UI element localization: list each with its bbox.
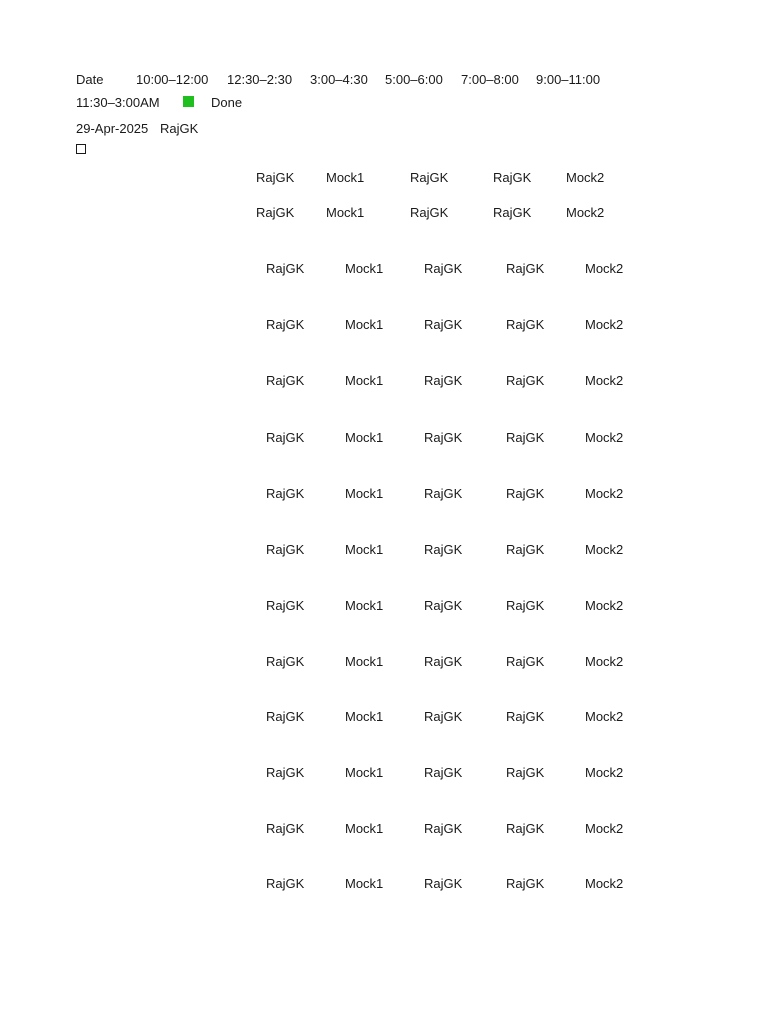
entry-name: RajGK xyxy=(160,121,199,136)
table-cell: Mock2 xyxy=(585,765,624,780)
table-cell: RajGK xyxy=(506,709,545,724)
table-cell: Mock2 xyxy=(585,317,624,332)
table-cell: RajGK xyxy=(493,205,532,220)
header-slot-7: 11:30–3:00AM xyxy=(76,95,160,110)
table-cell: RajGK xyxy=(266,261,305,276)
table-cell: Mock2 xyxy=(585,373,624,388)
table-cell: Mock1 xyxy=(345,598,384,613)
table-cell: RajGK xyxy=(506,317,545,332)
table-cell: RajGK xyxy=(424,821,463,836)
table-cell: Mock2 xyxy=(585,430,624,445)
header-slot-1: 10:00–12:00 xyxy=(136,72,209,87)
table-cell: RajGK xyxy=(506,486,545,501)
table-cell: RajGK xyxy=(256,205,295,220)
table-cell: RajGK xyxy=(424,317,463,332)
table-cell: RajGK xyxy=(266,542,305,557)
table-cell: RajGK xyxy=(424,709,463,724)
table-cell: Mock2 xyxy=(585,542,624,557)
table-cell: Mock1 xyxy=(345,317,384,332)
table-cell: Mock2 xyxy=(585,821,624,836)
header-slot-6: 9:00–11:00 xyxy=(536,72,601,87)
header-slot-3: 3:00–4:30 xyxy=(310,72,368,87)
table-cell: RajGK xyxy=(266,598,305,613)
done-legend-label: Done xyxy=(211,95,243,110)
table-cell: RajGK xyxy=(506,821,545,836)
table-cell: RajGK xyxy=(266,709,305,724)
table-cell: RajGK xyxy=(424,876,463,891)
table-cell: Mock1 xyxy=(345,876,384,891)
table-cell: Mock2 xyxy=(566,170,605,185)
table-cell: Mock2 xyxy=(585,598,624,613)
table-cell: RajGK xyxy=(424,654,463,669)
table-cell: RajGK xyxy=(266,317,305,332)
table-cell: RajGK xyxy=(506,876,545,891)
table-cell: RajGK xyxy=(266,486,305,501)
table-cell: RajGK xyxy=(506,598,545,613)
table-cell: Mock1 xyxy=(345,542,384,557)
done-legend-swatch xyxy=(183,96,194,107)
table-cell: Mock2 xyxy=(585,654,624,669)
table-cell: Mock1 xyxy=(345,821,384,836)
table-cell: Mock1 xyxy=(326,205,365,220)
table-cell: RajGK xyxy=(266,654,305,669)
table-cell: Mock1 xyxy=(345,261,384,276)
table-cell: Mock1 xyxy=(345,654,384,669)
table-cell: RajGK xyxy=(410,205,449,220)
table-cell: RajGK xyxy=(424,598,463,613)
table-cell: RajGK xyxy=(424,765,463,780)
table-cell: Mock1 xyxy=(345,765,384,780)
table-cell: RajGK xyxy=(266,430,305,445)
table-cell: Mock1 xyxy=(345,709,384,724)
table-cell: Mock2 xyxy=(585,709,624,724)
done-checkbox[interactable] xyxy=(76,144,86,154)
table-cell: RajGK xyxy=(493,170,532,185)
table-cell: RajGK xyxy=(424,373,463,388)
header-slot-4: 5:00–6:00 xyxy=(385,72,443,87)
table-cell: RajGK xyxy=(506,261,545,276)
table-cell: RajGK xyxy=(506,542,545,557)
table-cell: Mock2 xyxy=(585,261,624,276)
table-cell: RajGK xyxy=(506,654,545,669)
table-cell: RajGK xyxy=(266,821,305,836)
header-date: Date xyxy=(76,72,104,87)
header-slot-2: 12:30–2:30 xyxy=(227,72,293,87)
table-cell: Mock1 xyxy=(345,486,384,501)
table-cell: Mock2 xyxy=(566,205,605,220)
table-cell: RajGK xyxy=(266,876,305,891)
entry-date: 29-Apr-2025 xyxy=(76,121,149,136)
table-cell: RajGK xyxy=(506,765,545,780)
table-cell: Mock1 xyxy=(345,373,384,388)
table-cell: RajGK xyxy=(424,486,463,501)
table-cell: RajGK xyxy=(410,170,449,185)
table-cell: RajGK xyxy=(506,373,545,388)
table-cell: RajGK xyxy=(266,765,305,780)
table-cell: RajGK xyxy=(424,542,463,557)
table-cell: RajGK xyxy=(424,261,463,276)
header-slot-5: 7:00–8:00 xyxy=(461,72,519,87)
table-cell: Mock1 xyxy=(345,430,384,445)
table-cell: RajGK xyxy=(424,430,463,445)
table-cell: RajGK xyxy=(266,373,305,388)
table-cell: Mock2 xyxy=(585,876,624,891)
table-cell: Mock2 xyxy=(585,486,624,501)
table-cell: RajGK xyxy=(256,170,295,185)
table-cell: Mock1 xyxy=(326,170,365,185)
table-cell: RajGK xyxy=(506,430,545,445)
